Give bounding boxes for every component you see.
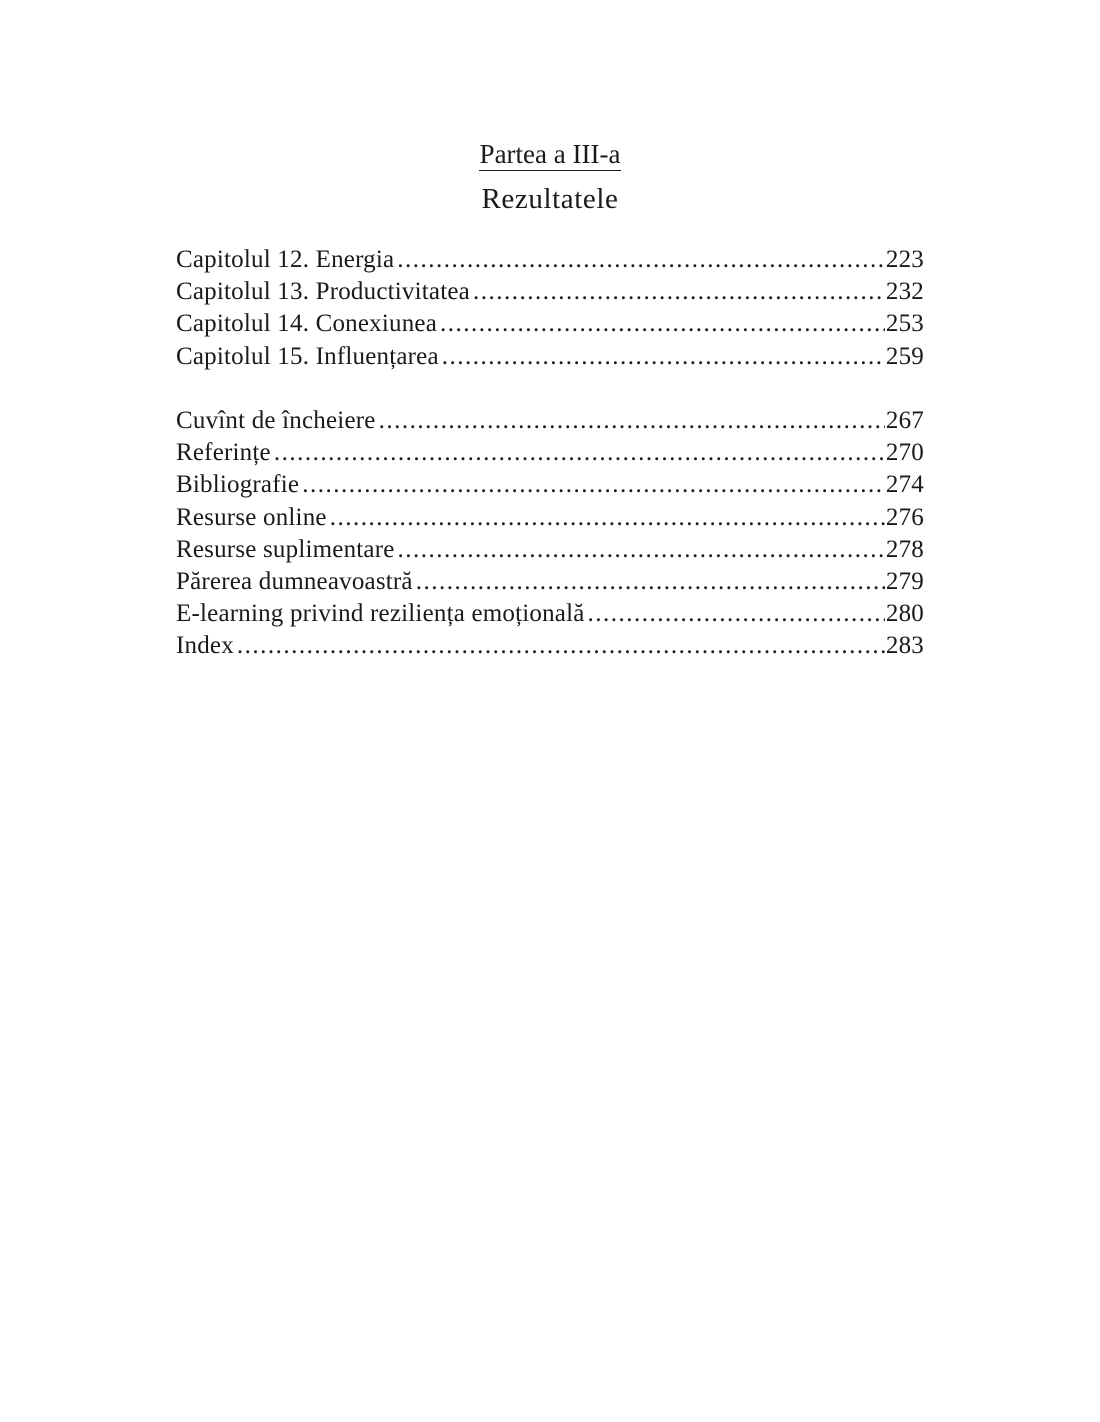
- part-heading: [0, 136, 1100, 172]
- dot-leader: [397, 244, 885, 276]
- toc-entry-title: Bibliografie: [176, 471, 300, 499]
- toc-entry-page: 232: [885, 278, 924, 306]
- back-matter-list: [176, 405, 924, 663]
- toc-entry-title: Index: [176, 632, 234, 660]
- dot-leader: [274, 437, 885, 469]
- chapters-list: [176, 244, 924, 373]
- dot-leader: [379, 405, 885, 437]
- dot-leader: [398, 534, 885, 566]
- toc-entry-title: Capitolul 13. Productivitatea: [176, 278, 470, 306]
- toc-entry-title: E-learning privind reziliența emoțională: [176, 600, 585, 628]
- toc-entry[interactable]: [176, 630, 924, 662]
- toc-entry-page: 270: [885, 439, 924, 467]
- toc-entry-page: 253: [885, 310, 924, 338]
- toc-entry[interactable]: [176, 244, 924, 276]
- toc-entry[interactable]: [176, 341, 924, 373]
- toc-entry-title: Capitolul 12. Energia: [176, 246, 395, 273]
- part-title: Rezultatele: [481, 183, 619, 215]
- dot-leader: [442, 341, 885, 373]
- toc-entry[interactable]: [176, 598, 924, 630]
- toc-entry-page: 283: [885, 632, 924, 660]
- part-label: Partea a III-a: [479, 139, 621, 169]
- toc-entry-title: Capitolul 15. Influențarea: [176, 342, 439, 370]
- toc-entry[interactable]: [176, 437, 924, 469]
- dot-leader: [588, 598, 885, 630]
- toc-entry-page: 279: [885, 567, 924, 595]
- toc-entry[interactable]: [176, 534, 924, 566]
- toc-entry-page: 280: [885, 600, 924, 628]
- toc-entry[interactable]: [176, 276, 924, 308]
- toc-entry-page: 278: [885, 535, 924, 563]
- toc-entry-title: Referințe: [176, 439, 271, 467]
- toc-entry-page: 267: [885, 407, 924, 434]
- toc-entry[interactable]: [176, 502, 924, 534]
- toc-entry-title: Părerea dumneavoastră: [176, 567, 413, 595]
- toc-entry-title: Capitolul 14. Conexiunea: [176, 310, 438, 338]
- toc-entry-page: 223: [885, 246, 924, 273]
- toc-entry[interactable]: [176, 405, 924, 437]
- toc-entry[interactable]: [176, 566, 924, 598]
- toc-entry-page: 274: [885, 471, 924, 499]
- dot-leader: [330, 502, 885, 534]
- dot-leader: [440, 308, 885, 340]
- toc-entry-page: 259: [885, 342, 924, 370]
- dot-leader: [416, 566, 885, 598]
- dot-leader: [237, 630, 885, 662]
- toc-entry-page: 276: [885, 503, 924, 531]
- dot-leader: [473, 276, 885, 308]
- toc-entry-title: Resurse online: [176, 503, 327, 531]
- toc-entry-title: Resurse suplimentare: [176, 535, 395, 563]
- toc-entry[interactable]: [176, 469, 924, 501]
- toc-entry-title: Cuvînt de încheiere: [176, 407, 376, 434]
- toc-entry[interactable]: [176, 308, 924, 340]
- dot-leader: [302, 469, 885, 501]
